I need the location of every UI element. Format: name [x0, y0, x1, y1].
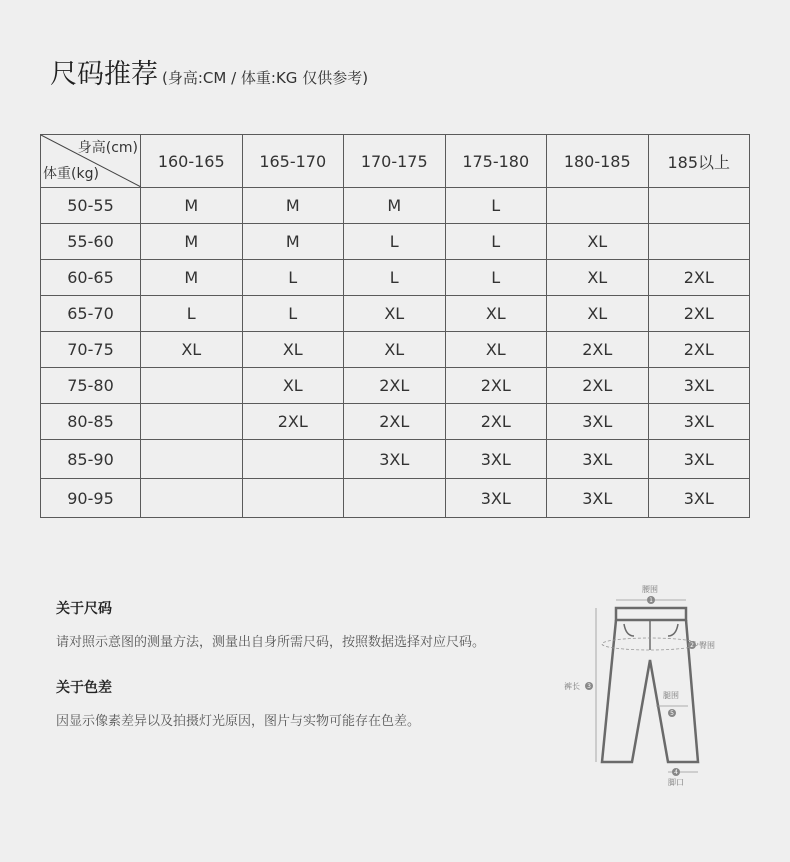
corner-height-label: 身高(cm): [77, 140, 138, 156]
size-cell: 3XL: [445, 440, 547, 479]
header-row: [41, 135, 750, 188]
size-cell: [141, 440, 243, 479]
size-cell: 3XL: [547, 479, 649, 518]
table-row: [41, 368, 750, 404]
size-cell: 2XL: [445, 404, 547, 440]
size-cell: [547, 188, 649, 224]
size-cell: XL: [344, 332, 446, 368]
color-note-text: 因显示像素差异以及拍摄灯光原因，图片与实物可能存在色差。: [56, 714, 421, 729]
size-cell: L: [445, 188, 547, 224]
size-cell: M: [141, 188, 243, 224]
size-cell: [648, 224, 750, 260]
size-cell: [141, 479, 243, 518]
size-cell: 2XL: [648, 296, 750, 332]
size-cell: 2XL: [445, 368, 547, 404]
size-cell: L: [242, 296, 344, 332]
pants-measurement-diagram: [560, 580, 740, 790]
weight-cell: 65-70: [41, 296, 141, 332]
measure-markers: [585, 596, 696, 776]
size-cell: 2XL: [242, 404, 344, 440]
waist-label: 腰围: [642, 585, 658, 594]
title-main: 尺码推荐: [50, 59, 158, 90]
hip-label: 臀围: [699, 641, 715, 650]
size-cell: M: [344, 188, 446, 224]
marker-number: 5: [670, 710, 674, 717]
size-cell: XL: [141, 332, 243, 368]
size-cell: [141, 368, 243, 404]
hem-label: 脚口: [668, 778, 684, 787]
marker-number: 3: [587, 683, 591, 690]
size-cell: M: [242, 224, 344, 260]
size-cell: 3XL: [648, 368, 750, 404]
size-cell: 2XL: [547, 332, 649, 368]
thigh-label: 腿围: [663, 691, 679, 700]
size-cell: XL: [242, 368, 344, 404]
size-cell: L: [445, 224, 547, 260]
size-table: [40, 134, 750, 518]
table-row: [41, 188, 750, 224]
size-cell: XL: [547, 296, 649, 332]
height-header: 170-175: [344, 135, 446, 188]
size-note-text: 请对照示意图的测量方法，测量出自身所需尺码，按照数据选择对应尺码。: [56, 635, 486, 650]
height-header: 160-165: [141, 135, 243, 188]
size-cell: 3XL: [648, 404, 750, 440]
size-cell: M: [242, 188, 344, 224]
size-cell: XL: [445, 332, 547, 368]
weight-cell: 80-85: [41, 404, 141, 440]
marker-number: 4: [674, 769, 678, 776]
size-cell: XL: [344, 296, 446, 332]
size-cell: [141, 404, 243, 440]
size-cell: 3XL: [445, 479, 547, 518]
weight-cell: 55-60: [41, 224, 141, 260]
pants-outline: [602, 608, 698, 762]
color-note-heading: 关于色差: [56, 680, 112, 696]
table-row: [41, 260, 750, 296]
height-header: 185以上: [648, 135, 750, 188]
size-cell: L: [141, 296, 243, 332]
size-cell: 3XL: [547, 440, 649, 479]
height-header: 165-170: [242, 135, 344, 188]
corner-cell: [41, 135, 141, 188]
table-row: [41, 224, 750, 260]
size-cell: L: [344, 260, 446, 296]
height-header: 180-185: [547, 135, 649, 188]
weight-cell: 50-55: [41, 188, 141, 224]
size-cell: 3XL: [344, 440, 446, 479]
weight-cell: 75-80: [41, 368, 141, 404]
weight-cell: 70-75: [41, 332, 141, 368]
notes-section: [56, 598, 496, 734]
table-row: [41, 404, 750, 440]
size-cell: XL: [547, 224, 649, 260]
size-cell: 2XL: [648, 260, 750, 296]
length-label: 裤长: [564, 682, 580, 691]
weight-cell: 60-65: [41, 260, 141, 296]
size-cell: XL: [547, 260, 649, 296]
size-cell: [242, 440, 344, 479]
size-cell: 2XL: [648, 332, 750, 368]
size-note-heading: 关于尺码: [56, 601, 112, 617]
size-cell: L: [242, 260, 344, 296]
size-cell: XL: [445, 296, 547, 332]
size-cell: L: [344, 224, 446, 260]
measure-lines: [596, 600, 698, 772]
size-cell: 3XL: [648, 440, 750, 479]
height-header: 175-180: [445, 135, 547, 188]
size-cell: 3XL: [547, 404, 649, 440]
table-row: [41, 479, 750, 518]
size-cell: 3XL: [648, 479, 750, 518]
size-cell: 2XL: [344, 404, 446, 440]
page-title: [50, 52, 368, 91]
size-cell: L: [445, 260, 547, 296]
marker-number: 2: [690, 642, 694, 649]
size-cell: [242, 479, 344, 518]
table-row: [41, 440, 750, 479]
title-sub: (身高:CM / 体重:KG 仅供参考): [162, 69, 369, 87]
size-cell: [648, 188, 750, 224]
size-cell: 2XL: [547, 368, 649, 404]
size-cell: XL: [242, 332, 344, 368]
size-cell: 2XL: [344, 368, 446, 404]
weight-cell: 85-90: [41, 440, 141, 479]
table-row: [41, 332, 750, 368]
weight-cell: 90-95: [41, 479, 141, 518]
corner-weight-label: 体重(kg): [43, 166, 99, 182]
size-cell: M: [141, 224, 243, 260]
size-cell: M: [141, 260, 243, 296]
marker-number: 1: [649, 597, 653, 604]
table-row: [41, 296, 750, 332]
size-cell: [344, 479, 446, 518]
